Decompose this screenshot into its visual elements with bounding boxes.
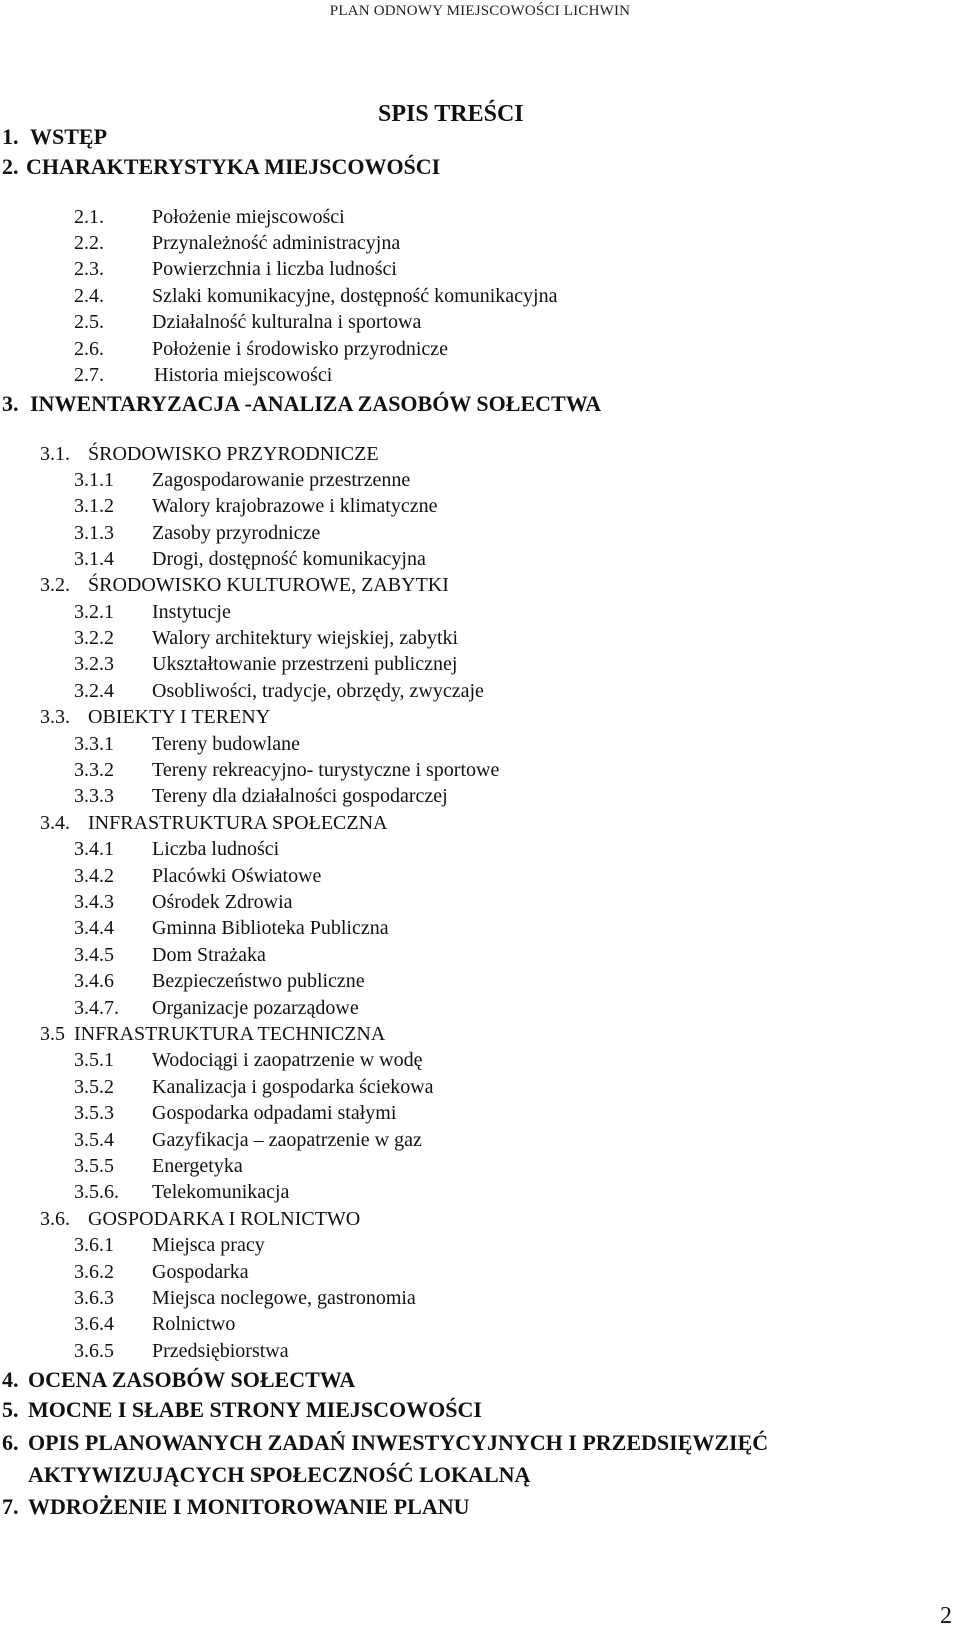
toc-entry-label: INFRASTRUKTURA TECHNICZNA [74,1023,386,1045]
toc-entry-number: 3.4.2 [74,865,114,887]
toc-entry-label: Szlaki komunikacyjne, dostępność komunikacyjna [152,285,558,307]
toc-entry-number: 5. [2,1397,19,1422]
toc-entry-number: 3.1.1 [74,469,114,491]
toc-entry-label: CHARAKTERYSTYKA MIEJSCOWOŚCI [26,154,441,179]
toc-entry-number: 3.5.5 [74,1155,114,1177]
toc-entry-number: 3.4.7. [74,997,119,1019]
toc-entry-label: Gospodarka odpadami stałymi [152,1102,397,1124]
toc-entry-number: 3.2.4 [74,680,114,702]
toc-entry-number: 3.6.5 [74,1340,114,1362]
toc-entry-number: 3.4. [40,812,70,834]
toc-entry-label: Kanalizacja i gospodarka ściekowa [152,1076,434,1098]
toc-entry-number: 3.4.1 [74,838,114,860]
toc-entry-number: 3.4.6 [74,970,114,992]
toc-entry-label: Miejsca noclegowe, gastronomia [152,1287,416,1309]
toc-entry-number: 3.5.4 [74,1129,114,1151]
toc-entry-number: 3. [2,391,19,416]
toc-entry-label: ŚRODOWISKO PRZYRODNICZE [88,443,379,465]
toc-entry-label: Dom Strażaka [152,944,266,966]
toc-entry-number: 1. [2,124,19,149]
toc-entry-label: Liczba ludności [152,838,280,860]
toc-entry-label: Miejsca pracy [152,1234,265,1256]
toc-entry-number: 3.5.3 [74,1102,114,1124]
toc-entry-label: Gospodarka [152,1261,249,1283]
toc-entry-number: 3.6.1 [74,1234,114,1256]
toc-entry-number: 2.4. [74,285,104,307]
toc-entry-label: WDROŻENIE I MONITOROWANIE PLANU [28,1494,470,1519]
toc-entry-number: 2.7. [74,364,104,386]
toc-entry-number: 3.6.2 [74,1261,114,1283]
toc-entry-label: Tereny rekreacyjno- turystyczne i sportowe [152,759,500,781]
toc-entry-number: 3.2. [40,574,70,596]
toc-entry-number: 3.5.2 [74,1076,114,1098]
toc-entry-label: Ośrodek Zdrowia [152,891,293,913]
toc-entry-label: OBIEKTY I TERENY [88,706,271,728]
toc-entry-label: Gminna Biblioteka Publiczna [152,917,389,939]
toc-entry-number: 2.6. [74,338,104,360]
toc-entry-label: Osobliwości, tradycje, obrzędy, zwyczaje [152,680,484,702]
toc-entry-number: 3.5.6. [74,1181,119,1203]
toc-entry-label: INWENTARYZACJA -ANALIZA ZASOBÓW SOŁECTWA [30,391,602,416]
toc-entry-label: Wodociągi i zaopatrzenie w wodę [152,1049,423,1071]
toc-entry-label: Energetyka [152,1155,243,1177]
toc-entry-number: 3.2.3 [74,653,114,675]
toc-entry-number: 3.5 [40,1023,65,1045]
toc-entry-number: 3.2.1 [74,601,114,623]
toc-entry-number: 3.2.2 [74,627,114,649]
toc-entry-number: 3.6.3 [74,1287,114,1309]
toc-entry-label: Tereny dla działalności gospodarczej [152,785,448,807]
toc-entry-label: Przynależność administracyjna [152,232,401,254]
toc-entry-number: 3.3.2 [74,759,114,781]
toc-entry-number: 3.3.1 [74,733,114,755]
toc-entry-number: 3.3. [40,706,70,728]
toc-entry-number: 3.6. [40,1208,70,1230]
toc-entry-label: OCENA ZASOBÓW SOŁECTWA [28,1367,356,1392]
toc-entry-number: 3.6.4 [74,1313,114,1335]
running-header: PLAN ODNOWY MIEJSCOWOŚCI LICHWIN [329,3,631,19]
toc-entry-number: 3.3.3 [74,785,114,807]
toc-entry-label: WSTĘP [30,124,108,149]
toc-entry-label: Położenie i środowisko przyrodnicze [152,338,449,360]
toc-entry-label: Działalność kulturalna i sportowa [152,311,422,333]
toc-entry-number: 6. [2,1430,19,1455]
toc-entry-label: Bezpieczeństwo publiczne [152,970,365,992]
toc-entry-label: Walory architektury wiejskiej, zabytki [152,627,459,649]
toc-entry-number: 3.1. [40,443,70,465]
toc-entry-label: Rolnictwo [152,1313,236,1335]
toc-entry-label: INFRASTRUKTURA SPOŁECZNA [88,812,388,834]
toc-entry-label: Drogi, dostępność komunikacyjna [152,548,426,570]
toc-entry-number: 3.1.2 [74,495,114,517]
toc-entry-label: Telekomunikacja [152,1181,290,1203]
toc-entry-label: Powierzchnia i liczba ludności [152,258,397,280]
toc-entry-label: Instytucje [152,601,231,623]
toc-entry-label: OPIS PLANOWANYCH ZADAŃ INWESTYCYJNYCH I PRZEDSIĘWZIĘĆ [28,1430,769,1455]
toc-entry-number: 2.3. [74,258,104,280]
toc-entry-number: 2.2. [74,232,104,254]
toc-entry-number: 3.4.4 [74,917,114,939]
toc-entry-label: Położenie miejscowości [152,206,345,228]
toc-entry-number: 3.4.3 [74,891,114,913]
toc-entry-label: Organizacje pozarządowe [152,997,359,1019]
toc-entry-label: Gazyfikacja – zaopatrzenie w gaz [152,1129,422,1151]
toc-entry-label: Historia miejscowości [154,364,333,386]
toc-entry-label: Przedsiębiorstwa [152,1340,289,1362]
toc-entry-number: 3.1.3 [74,522,114,544]
toc-entry-number: 3.5.1 [74,1049,114,1071]
toc-entry-label: Zagospodarowanie przestrzenne [152,469,411,491]
toc-entry-number: 7. [2,1494,19,1519]
toc-entry-number: 4. [2,1367,19,1392]
toc-entry-label: ŚRODOWISKO KULTUROWE, ZABYTKI [88,574,449,596]
toc-entry-label: Zasoby przyrodnicze [152,522,321,544]
toc-entry-label: Tereny budowlane [152,733,300,755]
toc-entry-label: Walory krajobrazowe i klimatyczne [152,495,438,517]
toc-entry-label: AKTYWIZUJĄCYCH SPOŁECZNOŚĆ LOKALNĄ [28,1462,531,1487]
toc-entry-number: 3.4.5 [74,944,114,966]
toc-entry-number: 2.5. [74,311,104,333]
page-title: SPIS TREŚCI [378,101,524,127]
page-number: 2 [940,1603,952,1629]
toc-entry-number: 2.1. [74,206,104,228]
toc-entry-number: 2. [2,154,19,179]
toc-entry-label: MOCNE I SŁABE STRONY MIEJSCOWOŚCI [28,1397,482,1422]
toc-entry-label: Ukształtowanie przestrzeni publicznej [152,653,458,675]
toc-entry-number: 3.1.4 [74,548,114,570]
toc-entry-label: Placówki Oświatowe [152,865,322,887]
toc-entry-label: GOSPODARKA I ROLNICTWO [88,1208,361,1230]
